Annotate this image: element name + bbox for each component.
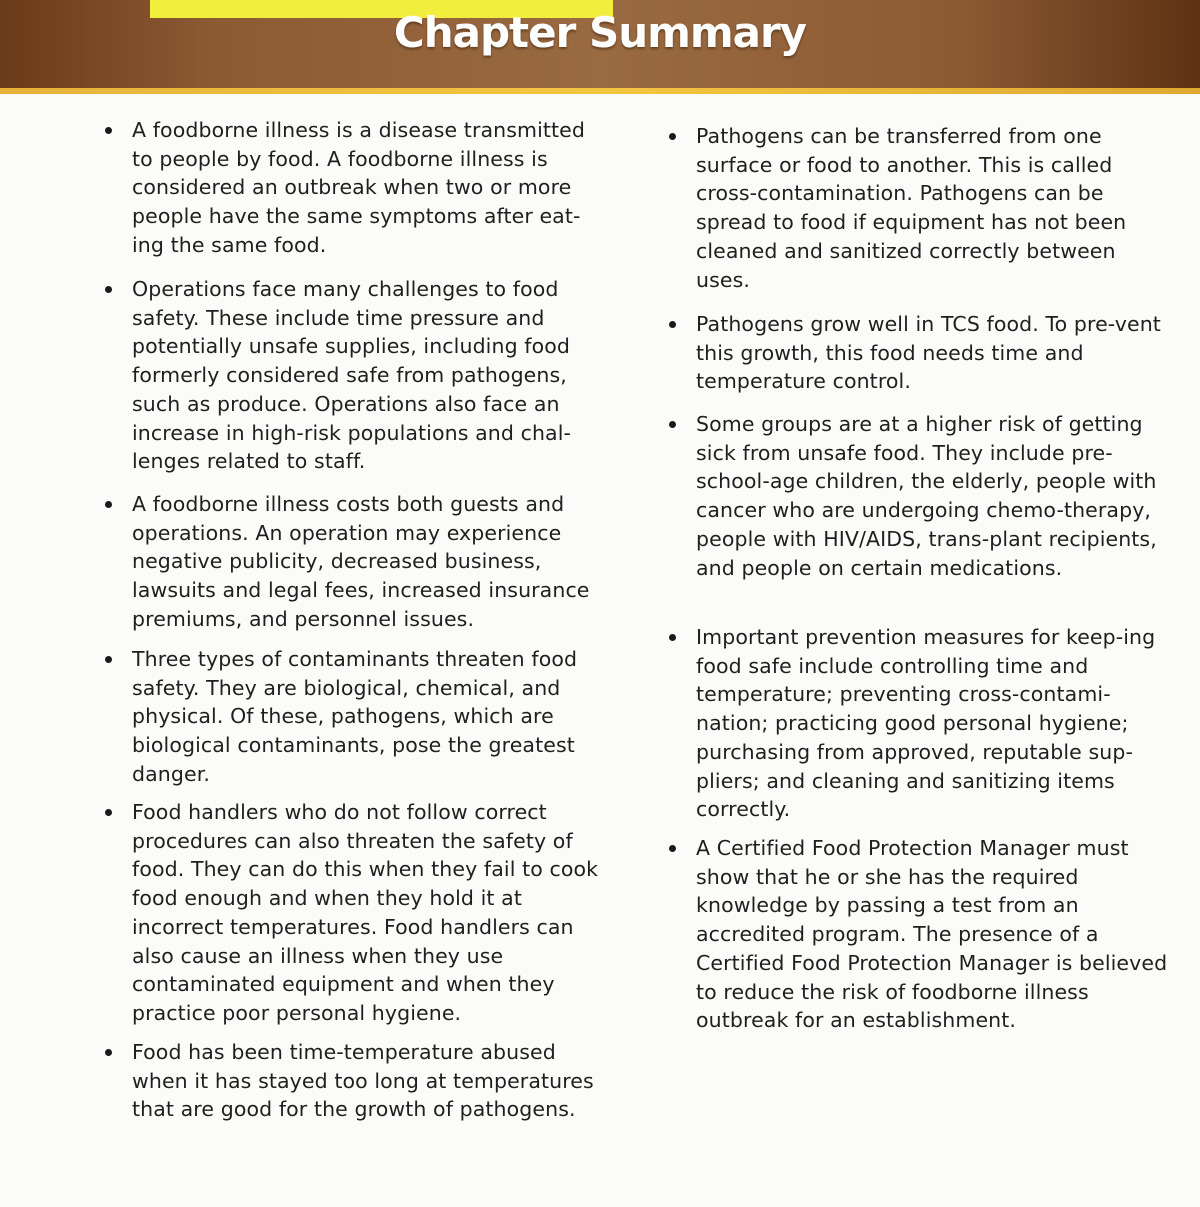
summary-bullet: Some groups are at a higher risk of getting sick from unsafe food. They include pre-school-age children, the elderly, people with cancer who are undergoing chemo-therapy, people with HIV/AIDS, trans-plant recipients, and people on certain medications. [664,410,1174,582]
summary-bullet: A foodborne illness costs both guests and operations. An operation may experience negative publicity, decreased business, lawsuits and legal fees, increased insurance premiums, and personnel issues. [100,490,605,634]
summary-bullet: A foodborne illness is a disease transmitted to people by food. A foodborne illness is considered an outbreak when two or more people have the same symptoms after eat-ing the same food. [100,116,605,260]
summary-bullet: Food has been time-temperature abused when it has stayed too long at temperatures that are good for the growth of pathogens. [100,1038,605,1124]
page-title: Chapter Summary [393,8,807,57]
summary-bullet: A Certified Food Protection Manager must show that he or she has the required knowledge by passing a test from an accredited program. The presence of a Certified Food Protection Manager is believed to reduce the risk of foodborne illness outbreak for an establishment. [664,834,1174,1035]
summary-bullet: Pathogens grow well in TCS food. To pre-vent this growth, this food needs time and temperature control. [664,310,1174,396]
summary-bullet: Food handlers who do not follow correct procedures can also threaten the safety of food. They can do this when they fail to cook food enough and when they hold it at incorrect temperatures. Food handlers can also cause an illness when they use contaminated equipment and when they practice poor personal hygiene. [100,798,605,1028]
summary-bullet: Operations face many challenges to food safety. These include time pressure and potentially unsafe supplies, including food formerly considered safe from pathogens, such as produce. Operations also face an increase in high-risk populations and chal-lenges related to staff. [100,275,605,476]
summary-bullet: Pathogens can be transferred from one surface or food to another. This is called cross-contamination. Pathogens can be spread to food if equipment has not been cleaned and sanitized correctly between uses. [664,122,1174,294]
summary-bullet: Three types of contaminants threaten food safety. They are biological, chemical, and physical. Of these, pathogens, which are biological contaminants, pose the greatest danger. [100,645,605,789]
summary-bullet: Important prevention measures for keep-ing food safe include controlling time and temperature; preventing cross-contami-nation; practicing good personal hygiene; purchasing from approved, reputable sup-pliers; and cleaning and sanitizing items correctly. [664,623,1174,824]
